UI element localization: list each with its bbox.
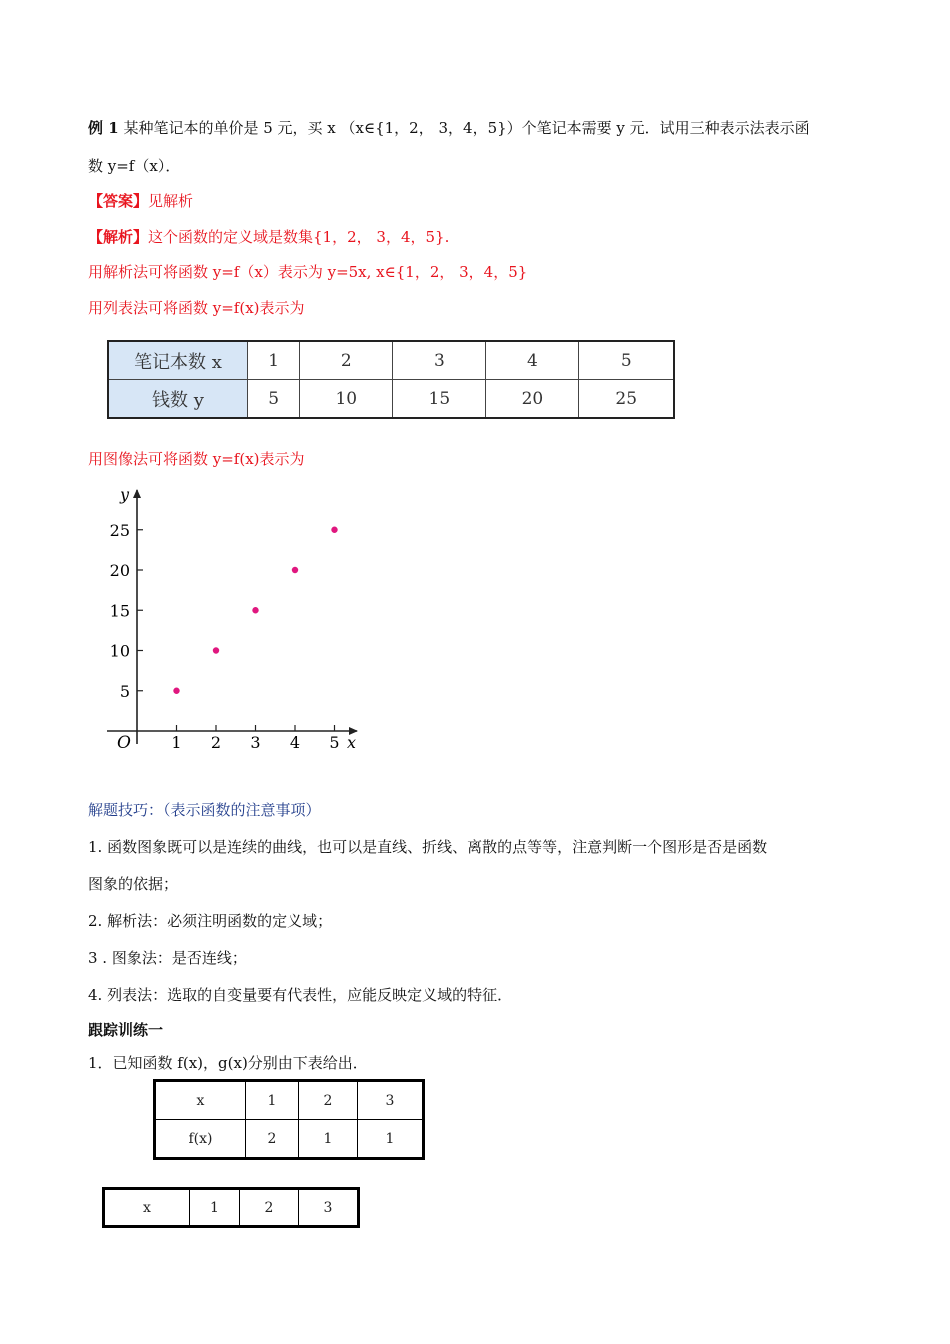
data-point [331, 527, 337, 533]
table-cell: 5 [579, 341, 674, 380]
table-row [108, 380, 674, 419]
answer-text: 见解析 [148, 192, 194, 210]
y-tick-label: 25 [109, 520, 130, 540]
table-cell: 1 [358, 1120, 424, 1159]
notebook-price-table [107, 340, 675, 419]
table-cell: 1 [248, 341, 300, 380]
gx-table [102, 1187, 360, 1228]
practice-title: 跟踪训练一 [88, 1021, 164, 1039]
y-tick-label: 15 [109, 601, 130, 621]
origin-label: O [117, 733, 131, 753]
x-tick-label: 5 [329, 733, 340, 752]
table-cell: 1 [190, 1189, 240, 1227]
table-cell: 3 [299, 1189, 359, 1227]
x-tick-label: 4 [289, 733, 301, 752]
table-cell: 2 [240, 1189, 299, 1227]
example-line-2: 数 y=f（x）． [88, 157, 181, 175]
analysis-text: 这个函数的定义域是数集{1，2， 3，4，5}. [148, 228, 450, 246]
table-cell: 5 [248, 380, 300, 419]
analysis-tag: 【解析】 [88, 228, 149, 246]
y-tick-label: 20 [109, 561, 130, 580]
example-label: 例 1 [88, 119, 119, 137]
table-cell: 1 [299, 1120, 358, 1159]
row-label-money: 钱数 y [108, 380, 248, 419]
table-cell: 15 [393, 380, 486, 419]
analysis-line [88, 227, 449, 247]
x-tick-label: 3 [250, 733, 261, 752]
y-axis-label: y [120, 485, 130, 504]
x-tick-label: 1 [171, 733, 182, 752]
graph-method-line: 用图像法可将函数 y=f(x)表示为 [88, 450, 305, 468]
table-row [155, 1120, 424, 1159]
x-axis-label: x [347, 733, 357, 752]
table-row [155, 1081, 424, 1120]
table-row [104, 1189, 359, 1227]
table-cell: 1 [246, 1081, 299, 1120]
table-cell: 25 [579, 380, 674, 419]
analytic-method-line: 用解析法可将函数 y=f（x）表示为 y=5x, x∈{1，2， 3，4，5} [88, 263, 528, 281]
data-point [252, 607, 258, 613]
table-cell: 20 [486, 380, 579, 419]
table-cell: f(x) [155, 1120, 246, 1159]
table-cell: x [104, 1189, 190, 1227]
answer-tag: 【答案】 [88, 192, 149, 210]
data-point [213, 647, 219, 653]
table-cell: x [155, 1081, 246, 1120]
table-cell: 10 [300, 380, 393, 419]
tip-item-1-cont: 图象的依据； [88, 875, 179, 893]
table-method-line: 用列表法可将函数 y=f(x)表示为 [88, 299, 305, 317]
tip-item-1: 1. 函数图象既可以是连续的曲线，也可以是直线、折线、离散的点等等，注意判断一个图形是否是函数 [88, 838, 768, 856]
tips-title: 解题技巧：（表示函数的注意事项） [88, 801, 321, 819]
table-cell: 2 [300, 341, 393, 380]
table-row [108, 341, 674, 380]
practice-question-1: 1．已知函数 f(x)，g(x)分别由下表给出． [88, 1054, 368, 1072]
table-cell: 3 [393, 341, 486, 380]
example-text-1: 某种笔记本的单价是 5 元，买 x （x∈{1，2， 3，4，5}）个笔记本需要 y 元．试用三种表示法表示函 [123, 119, 810, 137]
tip-item-4: 4. 列表法：选取的自变量要有代表性，应能反映定义域的特征． [88, 986, 513, 1004]
table-cell: 4 [486, 341, 579, 380]
data-point [292, 567, 298, 573]
fx-table [153, 1079, 425, 1160]
tip-item-3: 3 . 图象法：是否连线； [88, 949, 247, 967]
table-cell: 3 [358, 1081, 424, 1120]
row-label-notebooks: 笔记本数 x [108, 341, 248, 380]
y-tick-label: 5 [119, 681, 130, 701]
x-tick-label: 2 [210, 733, 222, 752]
y-tick-label: 10 [109, 641, 130, 661]
table-cell: 2 [299, 1081, 358, 1120]
answer-line [88, 191, 193, 211]
data-point [173, 688, 179, 694]
table-cell: 2 [246, 1120, 299, 1159]
scatter-chart [95, 478, 375, 758]
example-line-1 [88, 118, 810, 138]
tip-item-2: 2. 解析法：必须注明函数的定义域； [88, 912, 333, 930]
